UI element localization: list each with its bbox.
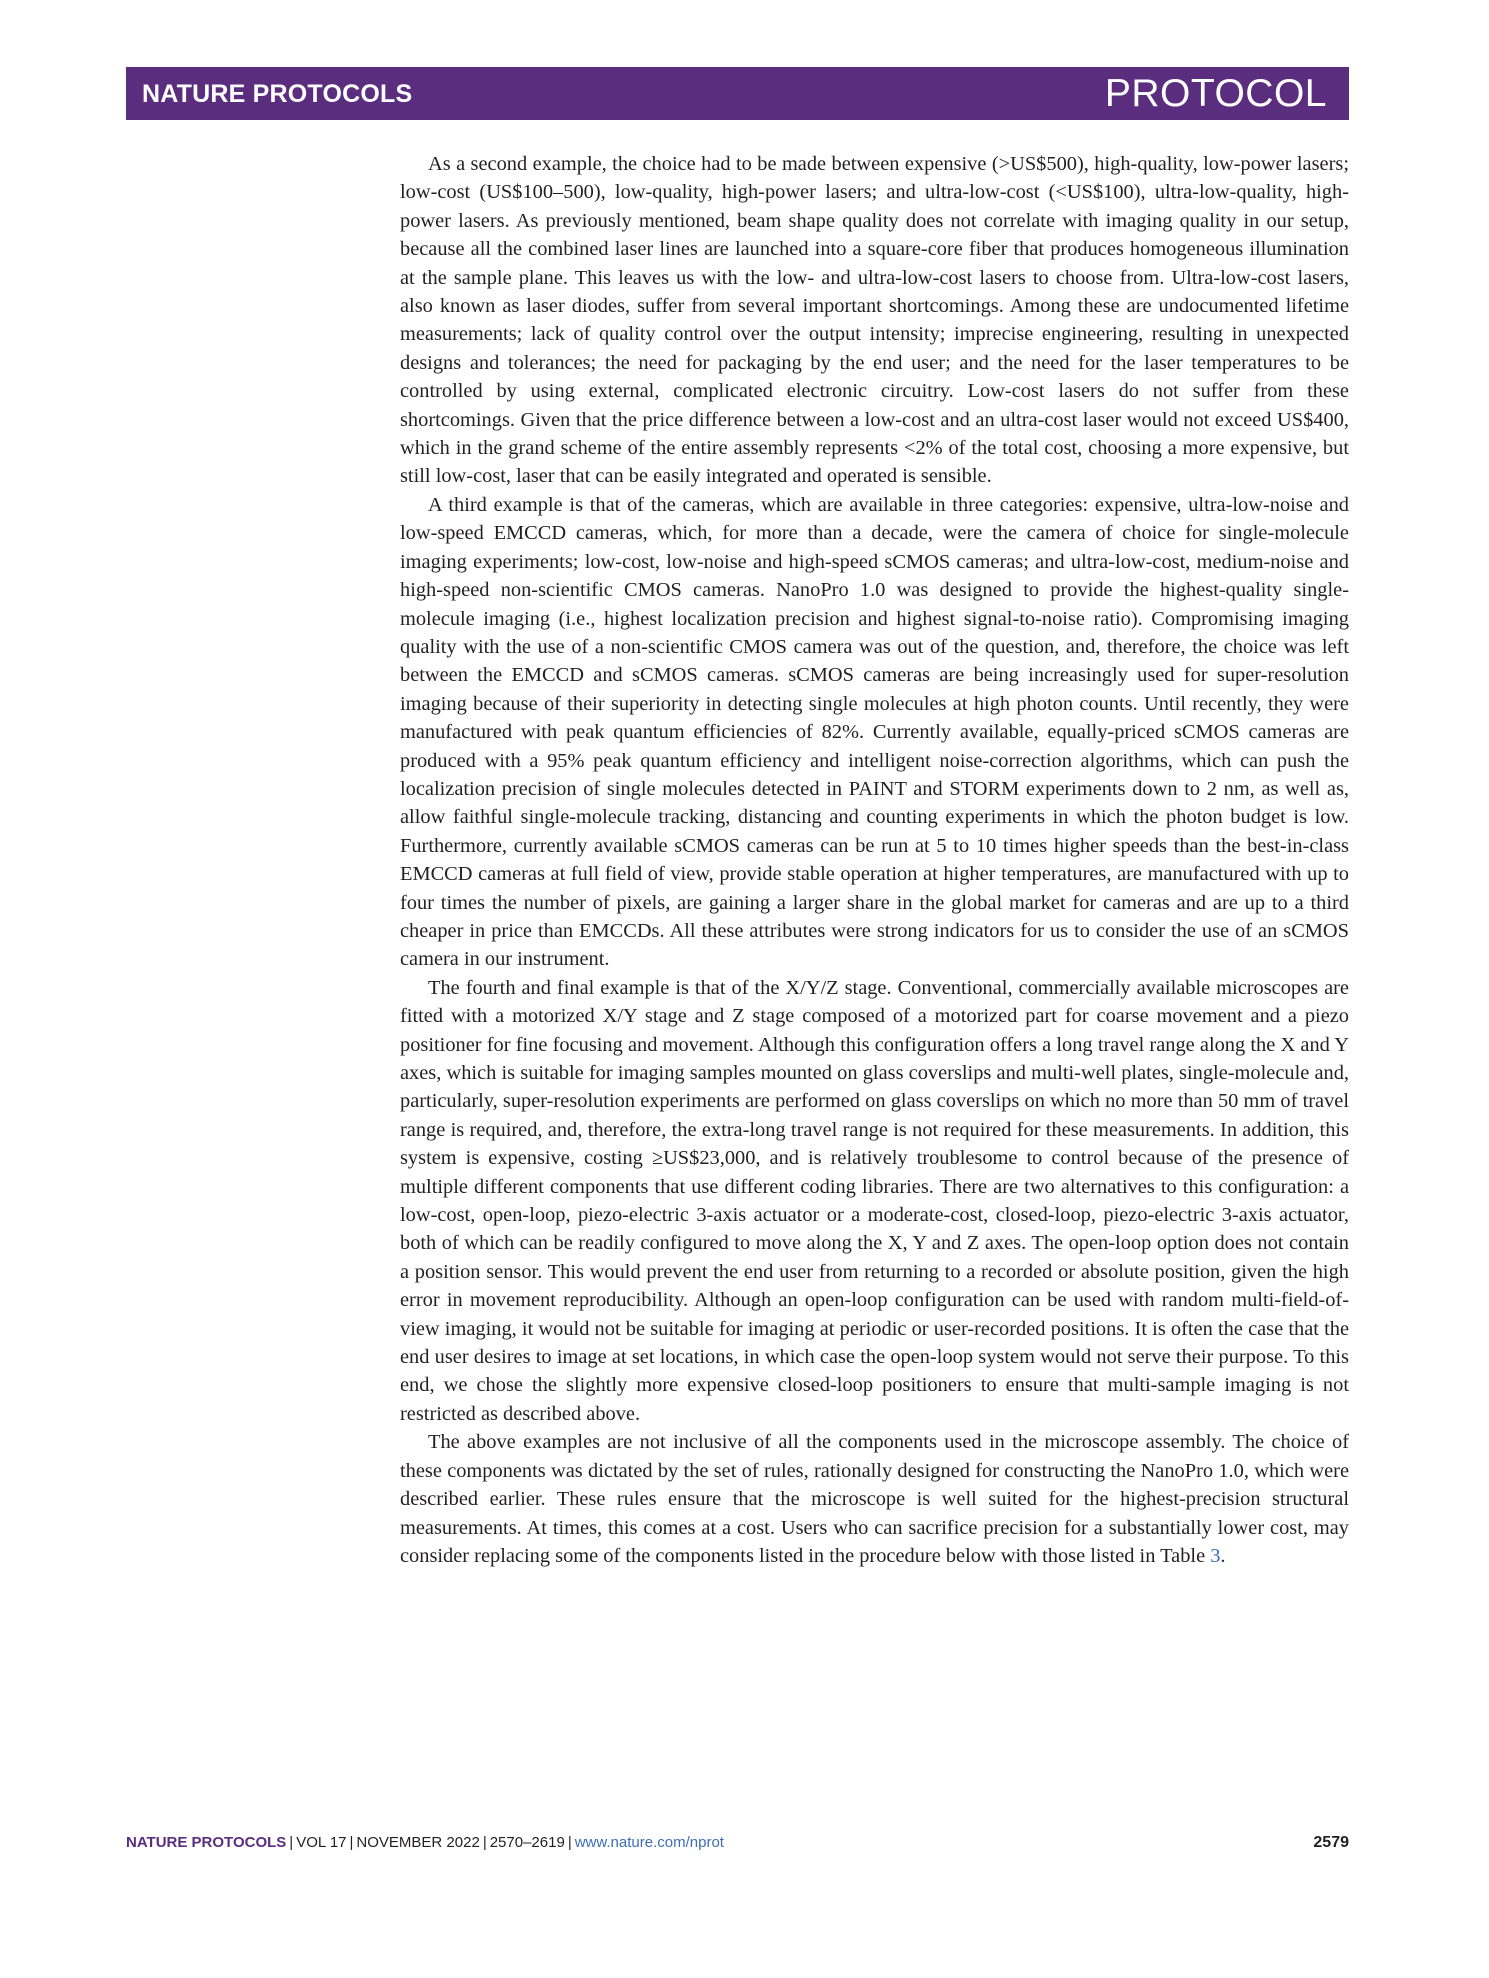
footer-citation xyxy=(126,1832,724,1854)
paragraph-stage: The fourth and final example is that of the X/Y/Z stage. Conventional, commercially available microscopes are fitted with a motorized X/Y stage and Z stage composed of a motorized part for coarse movement and a piezo positioner for fine focusing and movement. Although this configuration offers a long travel range along the X and Y axes, which is suitable for imaging samples mounted on glass coverslips and multi-well plates, single-molecule and, particularly, super-resolution experiments are performed on glass coverslips on which no more than 50 mm of travel range is required, and, therefore, the extra-long travel range is not required for these measurements. In addition, this system is expensive, costing ≥US$23,000, and is relatively troublesome to control because of the presence of multiple different components that use different coding libraries. There are two alternatives to this configuration: a low-cost, open-loop, piezo-electric 3-axis actuator or a moderate-cost, closed-loop, piezo-electric 3-axis actuator, both of which can be readily configured to move along the X, Y and Z axes. The open-loop option does not contain a position sensor. This would prevent the end user from returning to a recorded or absolute position, given the high error in movement reproducibility. Although an open-loop configuration can be used with random multi-field-of-view imaging, it would not be suitable for imaging at periodic or user-recorded positions. It is often the case that the end user desires to image at set locations, in which case the open-loop system would not serve their purpose. To this end, we chose the slightly more expensive closed-loop positioners to ensure that multi-sample imaging is not restricted as described above. xyxy=(400,976,1349,1425)
footer-separator: | xyxy=(482,1834,487,1851)
footer-separator: | xyxy=(289,1834,294,1851)
footer-journal-name: NATURE PROTOCOLS xyxy=(126,1834,287,1851)
paragraph-lasers: As a second example, the choice had to be made between expensive (>US$500), high-quality, low-power lasers; low-cost (US$100–500), low-quality, high-power lasers; and ultra-low-cost (<US$100), ultra-low-quality, high-power lasers. As previously mentioned, beam shape quality does not correlate with imaging quality in our setup, because all the combined laser lines are launched into a square-core fiber that produces homogeneous illumination at the sample plane. This leaves us with the low- and ultra-low-cost lasers to choose from. Ultra-low-cost lasers, also known as laser diodes, suffer from several important shortcomings. Among these are undocumented lifetime measurements; lack of quality control over the output intensity; imprecise engineering, resulting in unexpected designs and tolerances; the need for packaging by the end user; and the need for the laser temperatures to be controlled by using external, complicated electronic circuitry. Low-cost lasers do not suffer from these shortcomings. Given that the price difference between a low-cost and an ultra-cost laser would not exceed US$400, which in the grand scheme of the entire assembly represents <2% of the total cost, choosing a more expensive, but still low-cost, laser that can be easily integrated and operated is sensible. xyxy=(400,153,1349,488)
footer-pages: 2570–2619 xyxy=(489,1834,565,1851)
journal-name: NATURE PROTOCOLS xyxy=(142,80,413,108)
footer-url-link[interactable]: www.nature.com/nprot xyxy=(574,1834,724,1851)
footer-volume: VOL 17 xyxy=(296,1834,347,1851)
summary-text: The above examples are not inclusive of all the components used in the microscope assembly. The choice of these components was dictated by the set of rules, rationally designed for constructing the NanoPro 1.0, which were described earlier. These rules ensure that the microscope is well suited for the highest-precision structural measurements. At times, this comes at a cost. Users who can sacrifice precision for a substantially lower cost, may consider replacing some of the components listed in the procedure below with those listed in Table xyxy=(400,1431,1349,1567)
page-footer xyxy=(126,1832,1349,1856)
paragraph-cameras: A third example is that of the cameras, which are available in three categories: expensive, ultra-low-noise and low-speed EMCCD cameras, which, for more than a decade, were the camera of choice for single-molecule imaging experiments; low-cost, low-noise and high-speed sCMOS cameras; and ultra-low-cost, medium-noise and high-speed non-scientific CMOS cameras. NanoPro 1.0 was designed to provide the highest-quality single-molecule imaging (i.e., highest localization precision and highest signal-to-noise ratio). Compromising imaging quality with the use of a non-scientific CMOS camera was out of the question, and, therefore, the choice was left between the EMCCD and sCMOS cameras. sCMOS cameras are being increasingly used for super-resolution imaging because of their superiority in detecting single molecules at high photon counts. Until recently, they were manufactured with peak quantum efficiencies of 82%. Currently available, equally-priced sCMOS cameras are produced with a 95% peak quantum efficiency and intelligent noise-correction algorithms, which can push the localization precision of single molecules detected in PAINT and STORM experiments down to 2 nm, as well as, allow faithful single-molecule tracking, distancing and counting experiments in which the photon budget is low. Furthermore, currently available sCMOS cameras can be run at 5 to 10 times higher speeds than the best-in-class EMCCD cameras at full field of view, provide stable operation at higher temperatures, are manufactured with up to four times the number of pixels, are gaining a larger share in the global market for cameras and are up to a third cheaper in price than EMCCDs. All these attributes were strong indicators for us to consider the use of an sCMOS camera in our instrument. xyxy=(400,493,1349,971)
paragraph-summary xyxy=(400,1428,1349,1570)
article-type-label: PROTOCOL xyxy=(1104,72,1327,115)
footer-date: NOVEMBER 2022 xyxy=(356,1834,480,1851)
footer-separator: | xyxy=(567,1834,572,1851)
journal-header-bar xyxy=(126,67,1349,120)
footer-separator: | xyxy=(349,1834,354,1851)
summary-end: . xyxy=(1220,1544,1226,1567)
page-number: 2579 xyxy=(1313,1834,1349,1851)
article-body xyxy=(400,150,1349,1570)
table-3-link[interactable]: 3 xyxy=(1210,1544,1221,1567)
